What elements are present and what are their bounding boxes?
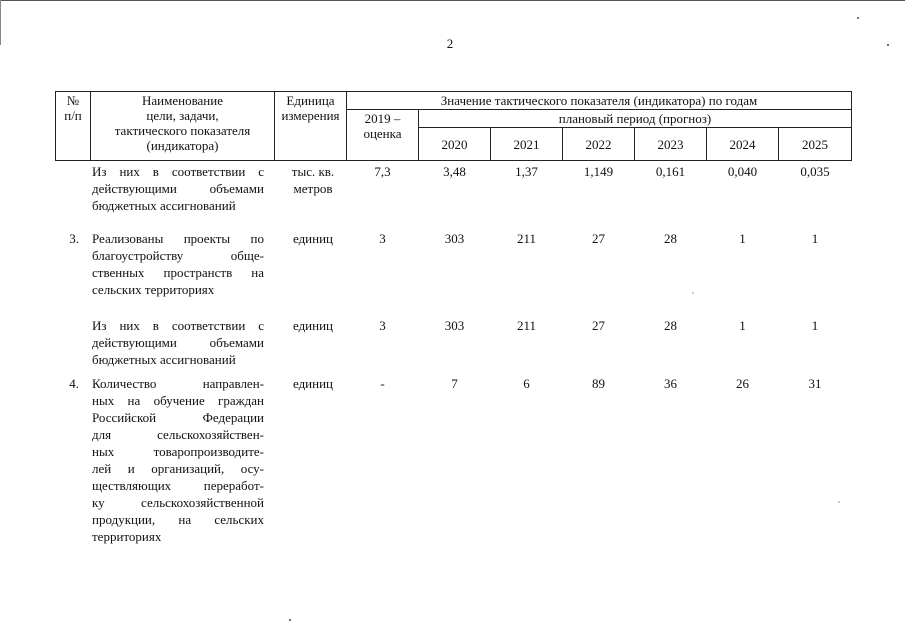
value-2023: 0,161 [655,164,686,179]
row-unit-line: тыс. кв. [291,164,335,179]
row-name [92,317,264,368]
value-2020: 7 [451,376,458,391]
row-name-line: сельских территориях [92,282,215,297]
scan-speck [692,292,694,294]
row-name-line: ных товаропроизводите- [92,444,264,459]
value-2024: 26 [736,376,749,391]
header-planned-title: плановый период (прогноз) [558,111,712,126]
page-number: 2 [446,36,454,51]
scan-speck [289,619,291,621]
header-text: (индикатора) [146,138,219,153]
header-text: оценка [363,126,402,141]
header-year-2024: 2024 [729,137,756,152]
row-name-line: ществляющих переработ- [92,478,264,493]
header-text: № [66,93,80,108]
row-name-line: бюджетных ассигнований [92,352,236,367]
header-year-2020: 2020 [441,137,468,152]
value-2025: 31 [808,376,822,391]
header-text: тактического показателя [114,123,251,138]
value-2021: 211 [516,318,537,333]
row-name-line: территориях [92,529,162,544]
value-2022: 27 [592,318,605,333]
value-2022: 27 [592,231,605,246]
row-name-line: Из них в соответствии с [92,164,264,179]
row-name-line: ственных пространств на [92,265,264,280]
value-2021: 6 [523,376,530,391]
row-name-line: лей и организаций, осу- [92,461,264,476]
header-col-unit [275,93,346,123]
value-2025: 0,035 [800,164,830,179]
row-name-line: ных на обучение граждан [92,393,264,408]
header-text: п/п [64,108,82,123]
header-year-2023: 2023 [657,137,684,152]
row-name-line: бюджетных ассигнований [92,198,236,213]
header-text: 2019 – [364,111,401,126]
row-unit [280,375,346,392]
header-divider-planned [418,127,852,128]
row-unit [280,317,346,334]
header-col-name [91,93,274,153]
scan-speck [838,501,840,503]
header-text: измерения [281,108,340,123]
header-divider-group [346,109,852,110]
header-text: цели, задачи, [146,108,219,123]
header-group-title: Значение тактического показателя (индикатора) по годам [440,93,758,108]
value-2023: 36 [664,376,677,391]
value-2019: - [380,376,385,391]
page-edge-top [0,0,905,1]
row-name-line: продукции, на сельских [92,512,264,527]
row-unit-line: метров [293,181,333,196]
row-name [92,375,264,545]
value-2024: 1 [739,231,746,246]
value-2024: 0,040 [727,164,758,179]
row-unit-line: единиц [292,318,334,333]
header-year-2022: 2022 [585,137,612,152]
header-col-line [851,91,852,161]
row-name-line: Российской Федерации [92,410,264,425]
value-2021: 211 [516,231,537,246]
header-bottom-border [55,160,852,161]
value-2023: 28 [664,318,677,333]
row-name-line: благоустройству обще- [92,248,264,263]
value-2024: 1 [739,318,746,333]
row-unit [280,163,346,197]
row-name-line: Из них в соответствии с [92,318,264,333]
value-2023: 28 [664,231,677,246]
header-col-2019 [347,111,418,141]
row-index: 3. [69,231,79,246]
header-year-2021: 2021 [513,137,540,152]
header-text: Наименование [142,93,223,108]
row-name-line: для сельскохозяйствен- [92,427,264,442]
row-unit [280,230,346,247]
value-2021: 1,37 [515,164,538,179]
value-2022: 89 [592,376,605,391]
row-name-line: действующими объемами [92,335,264,350]
row-name-line: действующими объемами [92,181,264,196]
header-year-2025: 2025 [802,137,828,152]
row-name-line: ку сельскохозяйственной [92,495,264,510]
row-unit-line: единиц [292,376,334,391]
row-name [92,163,264,214]
row-unit-line: единиц [292,231,334,246]
row-name-line: Реализованы проекты по [92,231,264,246]
row-name [92,230,264,298]
page-edge-left [0,0,1,45]
value-2025: 1 [811,231,819,246]
value-2020: 303 [444,318,465,333]
value-2020: 3,48 [443,164,466,179]
value-2020: 303 [444,231,465,246]
header-text: Единица [286,93,335,108]
scan-speck [887,44,889,46]
value-2022: 1,149 [583,164,614,179]
row-index: 4. [69,376,79,391]
table-border-top [55,91,852,92]
value-2019: 3 [379,318,386,333]
row-name-line: Количество направлен- [92,376,264,391]
scan-speck [857,17,859,19]
header-col-number [56,93,90,123]
value-2025: 1 [811,318,819,333]
value-2019: 7,3 [374,164,391,179]
value-2019: 3 [379,231,386,246]
